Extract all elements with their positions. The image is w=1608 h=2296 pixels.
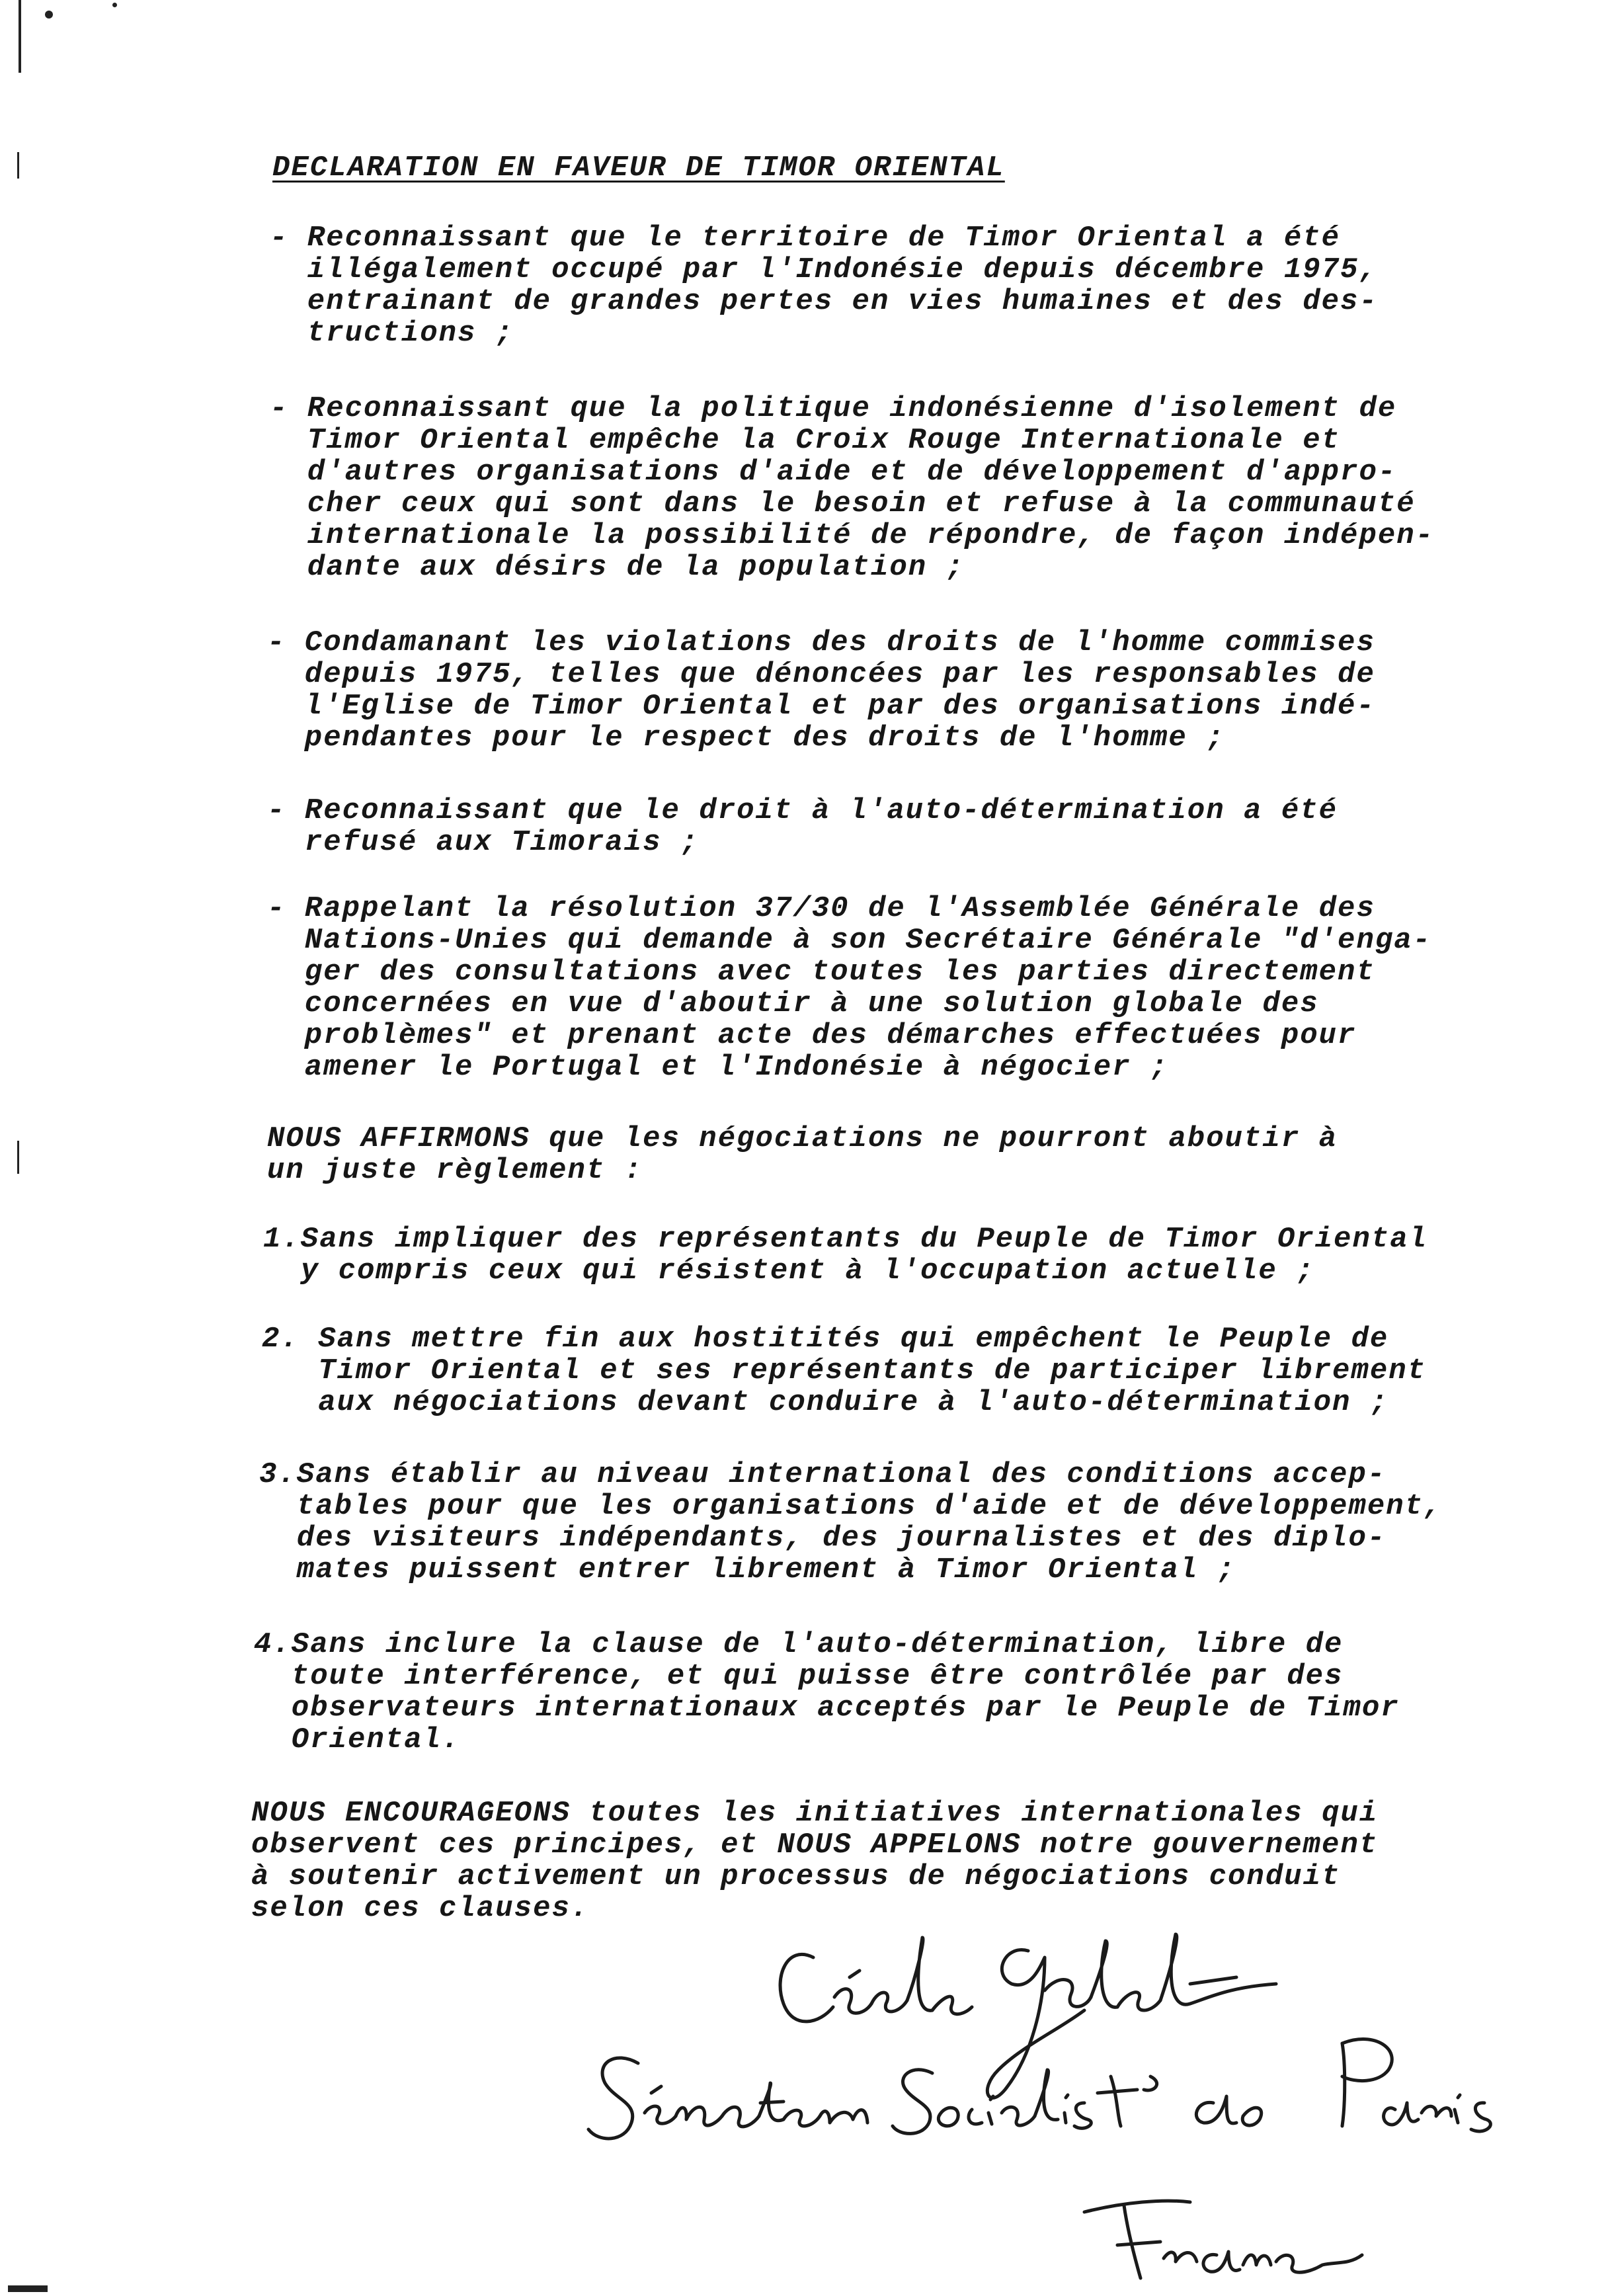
text-line: - Condamanant les violations des droits de l'homme commises [267, 626, 1375, 659]
text-line: Nations-Unies qui demande à son Secrétaire Générale "d'enga- [267, 924, 1432, 957]
text-line: mates puissent entrer librement à Timor Oriental ; [259, 1553, 1236, 1586]
text-line: cher ceux qui sont dans le besoin et refuse à la communauté [270, 487, 1416, 520]
text-line: ger des consultations avec toutes les parties directement [267, 956, 1375, 989]
text-line: amener le Portugal et l'Indonésie à négocier ; [267, 1051, 1169, 1084]
text-line: dante aux désirs de la population ; [270, 551, 965, 584]
text-line: 3.Sans établir au niveau international des conditions accep- [259, 1458, 1387, 1491]
text-line: tructions ; [270, 317, 514, 350]
text-line: un juste règlement : [267, 1154, 643, 1187]
text-line: - Reconnaissant que le droit à l'auto-détermination a été [267, 794, 1338, 827]
text-line: problèmes" et prenant acte des démarches effectuées pour [267, 1019, 1357, 1052]
text-line: concernées en vue d'aboutir à une solution globale des [267, 987, 1319, 1020]
text-line: tables pour que les organisations d'aide et de développement, [259, 1490, 1443, 1523]
text-line: y compris ceux qui résistent à l'occupation actuelle ; [263, 1254, 1315, 1288]
text-line: Timor Oriental et ses représentants de participer librement [262, 1354, 1427, 1387]
text-line: pendantes pour le respect des droits de l'homme ; [267, 721, 1225, 755]
text-line: observent ces principes, et NOUS APPELONS notre gouvernement [251, 1828, 1379, 1862]
text-line: Timor Oriental empêche la Croix Rouge Internationale et [270, 424, 1341, 457]
text-line: NOUS ENCOURAGEONS toutes les initiatives internationales qui [251, 1797, 1379, 1830]
text-line: illégalement occupé par l'Indonésie depuis décembre 1975, [270, 253, 1378, 286]
text-line: aux négociations devant conduire à l'auto-détermination ; [262, 1386, 1389, 1419]
text-line: internationale la possibilité de répondre, de façon indépen- [270, 519, 1435, 552]
text-line: 4.Sans inclure la clause de l'auto-détermination, libre de [254, 1628, 1344, 1661]
text-line: observateurs internationaux acceptés par le Peuple de Timor [254, 1692, 1400, 1725]
text-line: à soutenir activement un processus de négociations conduit [251, 1860, 1341, 1893]
text-line: selon ces clauses. [251, 1892, 590, 1925]
text-line: - Reconnaissant que la politique indonésienne d'isolement de [270, 392, 1397, 425]
text-line: refusé aux Timorais ; [267, 826, 700, 859]
declaration-title: DECLARATION EN FAVEUR DE TIMOR ORIENTAL [272, 151, 1005, 184]
text-line: l'Eglise de Timor Oriental et par des organisations indé- [267, 690, 1375, 723]
text-line: NOUS AFFIRMONS que les négociations ne pourront aboutir à [267, 1122, 1338, 1155]
text-line: entrainant de grandes pertes en vies humaines et des des- [270, 285, 1378, 318]
text-line: toute interférence, et qui puisse être contrôlée par des [254, 1660, 1344, 1693]
text-line: 2. Sans mettre fin aux hostitités qui empêchent le Peuple de [262, 1323, 1389, 1356]
text-line: Oriental. [254, 1723, 461, 1756]
text-line: - Rappelant la résolution 37/30 de l'Assemblée Générale des [267, 892, 1375, 925]
text-line: depuis 1975, telles que dénoncées par les responsables de [267, 658, 1375, 691]
text-line: des visiteurs indépendants, des journalistes et des diplo- [259, 1522, 1387, 1555]
text-line: 1.Sans impliquer des représentants du Peuple de Timor Oriental [263, 1223, 1428, 1256]
text-line: d'autres organisations d'aide et de développement d'appro- [270, 456, 1397, 489]
text-line: - Reconnaissant que le territoire de Timor Oriental a été [270, 222, 1341, 255]
